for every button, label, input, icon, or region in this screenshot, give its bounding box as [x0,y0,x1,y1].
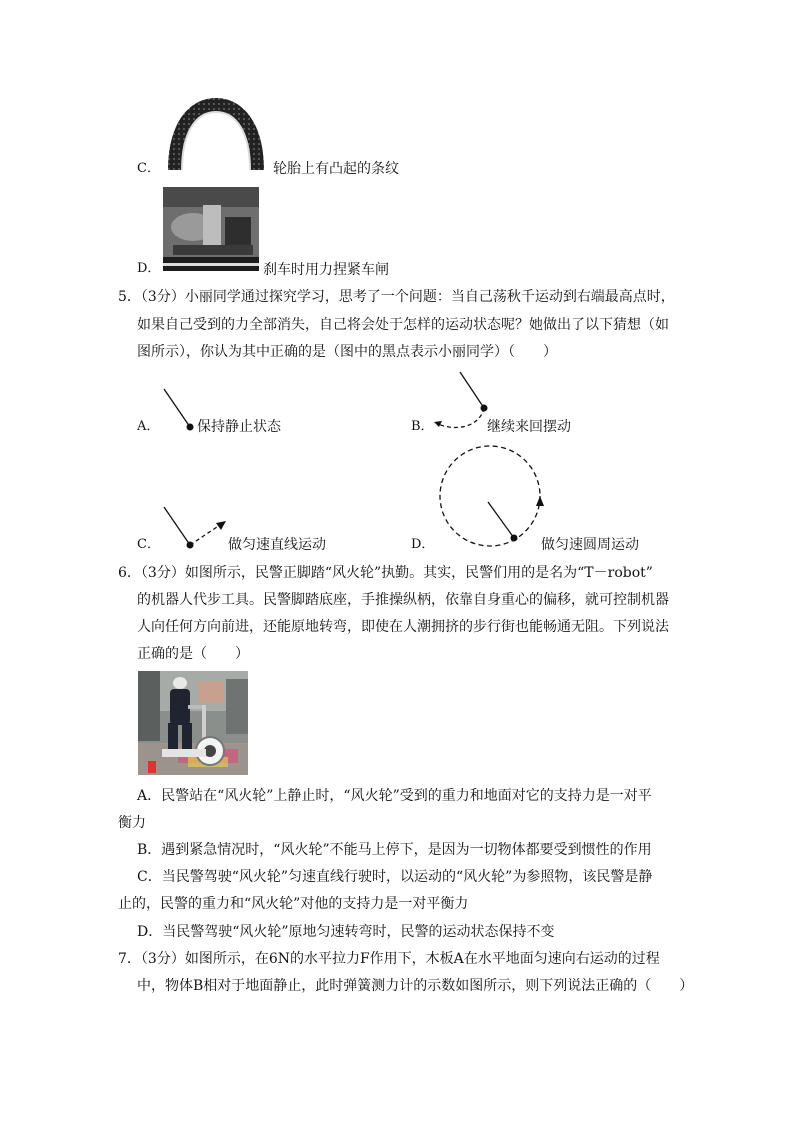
question-stem-line: 中，物体B相对于地面静止，此时弹簧测力计的示数如图所示，则下列说法正确的（ ） [137,978,694,994]
question-stem-line: 图所示），你认为其中正确的是（图中的黑点表示小丽同学）（ ） [137,344,557,360]
option-a-line: A．民警站在“风火轮”上静止时，“风火轮”受到的重力和地面对它的支持力是一对平 [137,788,652,804]
question-stem-line: 6．（3分）如图所示，民警正脚踏“风火轮”执勤。其实，民警们用的是名为“T－robot” [118,565,653,581]
option-letter: D． [137,261,161,276]
option-letter: C． [137,537,160,552]
tire-image [162,92,270,174]
diagram-d [436,444,546,552]
question-stem-line: 人向任何方向前进，还能原地转弯，即使在人潮拥挤的步行街也能畅通无阻。下列说法 [137,619,669,635]
option-c-line: C．当民警驾驶“风火轮”匀速直线行驶时，以运动的“风火轮”为参照物，该民警是静 [137,869,653,885]
option-a-line: 衡力 [118,815,146,831]
question-stem-line: 5．（3分）小丽同学通过探究学习，思考了一个问题：当自己荡秋千运动到右端最高点时， [118,289,675,305]
question-stem-line: 的机器人代步工具。民警脚踏底座，手推操纵柄，依靠自身重心的偏移，就可控制机器 [137,592,669,608]
question-stem-line: 7．（3分）如图所示，在6N的水平拉力F作用下，木板A在水平地面匀速向右运动的过程 [118,951,660,967]
brake-image [163,187,259,271]
option-letter: A． [137,419,160,434]
option-text: 继续来回摆动 [487,419,571,435]
question-stem-line: 正确的是（ ） [137,646,249,662]
option-b-line: B．遇到紧急情况时，“风火轮”不能马上停下，是因为一切物体都要受到惯性的作用 [137,842,652,858]
option-d-line: D．当民警驾驶“风火轮”原地匀速转弯时，民警的运动状态保持不变 [137,924,555,940]
option-text: 轮胎上有凸起的条纹 [273,161,399,177]
diagram-a [160,385,200,435]
diagram-c [160,503,232,553]
diagram-b [430,368,492,434]
option-text: 做匀速圆周运动 [541,537,639,553]
option-text: 做匀速直线运动 [228,537,326,553]
option-letter: D． [411,537,435,552]
option-text: 刹车时用力捏紧车闸 [263,262,389,278]
option-letter: B． [411,419,434,434]
option-letter: C． [137,161,160,176]
question-stem-line: 如果自己受到的力全部消失，自己将会处于怎样的运动状态呢？她做出了以下猜想（如 [137,317,669,333]
option-c-line: 止的，民警的重力和“风火轮”对他的支持力是一对平衡力 [118,896,469,912]
option-text: 保持静止状态 [197,419,281,435]
police-robot-photo [138,671,248,775]
